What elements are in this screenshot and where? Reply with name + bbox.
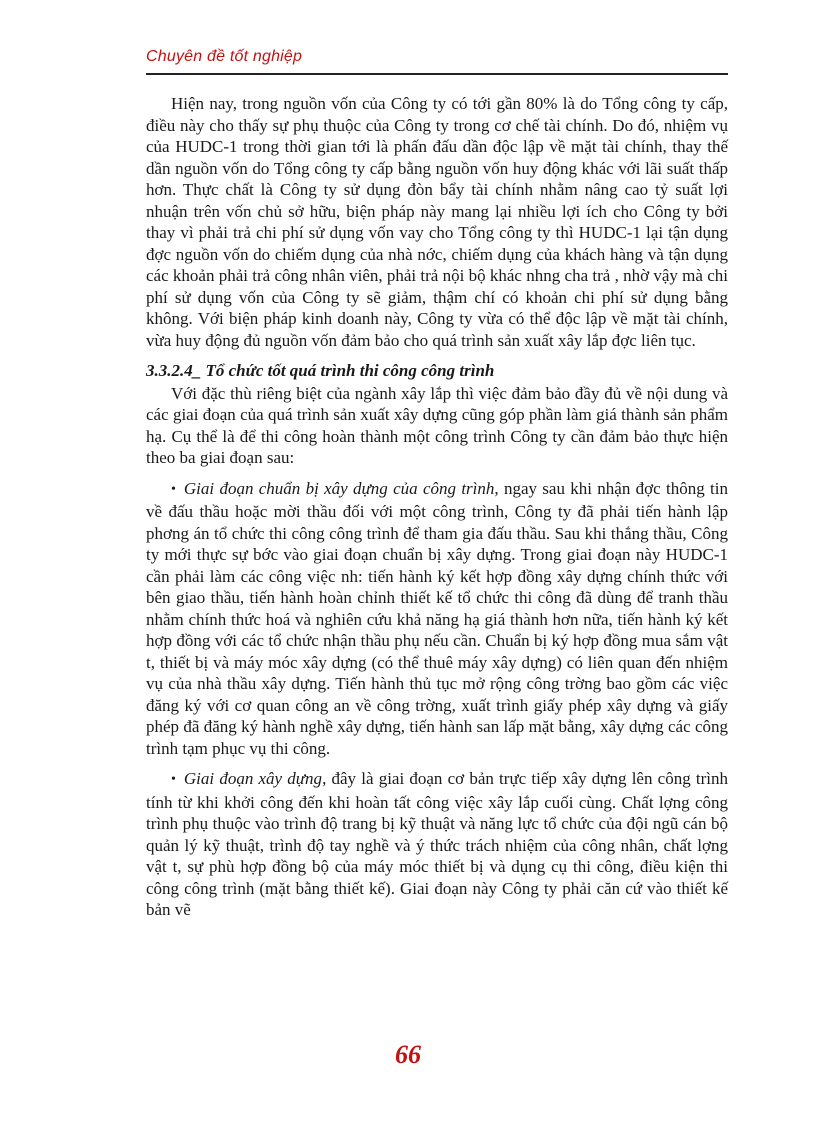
page-header-title: Chuyên đề tốt nghiệp [146, 48, 303, 65]
bullet-icon: • [171, 772, 176, 787]
paragraph-construction-intro: Với đặc thù riêng biệt của ngành xây lắp thì việc đảm bảo đầy đủ về nội dung và các giai đoạn của quá trình sản xuất xây dựng cũng góp phần làm giá thành sản phẩm hạ. Cụ thể là để thi công hoàn thành một công trình Công ty cần đảm bảo thực hiện theo ba giai đoạn sau: [146, 383, 728, 467]
bullet-text-preparation: , ngay sau khi nhận đợc thông tin về đấu thầu hoặc mời thầu đối với một công trình, Công ty đã phải tiến hành lập phơng án tổ chức thi công công trình để tham gia đấu thầu. Sau khi thắng thầu, Công ty mới thực sự bớc vào giai đoạn chuẩn bị xây dựng. Trong giai đoạn này HUDC-1 cần phải làm các công việc nh: tiến hành ký kết hợp đồng xây dựng chính thức với bên giao thầu, tiến hành hoàn chỉnh thiết kế tổ chức thi công đã dùng để tranh thầu nhằm chính thức hoá và nghiên cứu khả năng hạ giá thành hơn nữa, tiến hành ký kết hợp đồng với các tổ chức nhận thầu phụ nếu cần. Chuẩn bị ký hợp đồng mua sắm vật t, thiết bị và máy móc xây dựng (có thể thuê máy xây dựng) có liên quan đến nhiệm vụ của nhà thầu xây dựng. Tiến hành thủ tục mở rộng công trờng bao gồm các việc đăng ký với cơ quan công an về công trờng, xuất trình giấy phép xây dựng và giấy phép đã đăng ký hành nghề xây dựng, tiến hành san lấp mặt bằng, xây dựng các công trình tạm phục vụ thi công. [146, 478, 728, 758]
document-body [146, 93, 728, 921]
bullet-icon: • [171, 481, 176, 497]
page-number: 66 [395, 1040, 421, 1069]
header-rule [146, 73, 728, 75]
paragraph-financing: Hiện nay, trong nguồn vốn của Công ty có tới gần 80% là do Tổng công ty cấp, điều này cho thấy sự phụ thuộc của Công ty trong cơ chế tài chính. Do đó, nhiệm vụ của HUDC-1 trong thời gian tới là phấn đấu dần độc lập về mặt tài chính, thay thế dần nguồn vốn do Tổng công ty cấp bằng nguồn vốn huy động khác với lãi suất thấp hơn. Thực chất là Công ty sử dụng đòn bẩy tài chính nhằm nâng cao tỷ suất lợi nhuận trên vốn chủ sở hữu, biện pháp này mang lại nhiều lợi ích cho Công ty bởi thay vì phải trả chi phí sử dụng vốn vay cho Tổng công ty thì HUDC-1 lại tận dụng đợc nguồn vốn do chiếm dụng của nhà nớc, chiếm dụng của khách hàng và tận dụng các khoản phải trả công nhân viên, phải trả nội bộ khác nhng cha trả , nhờ vậy mà chi phí sử dụng vốn của Công ty sẽ giảm, thậm chí có khoản chi phí sử dụng bằng không. Với biện pháp kinh doanh này, Công ty vừa có thể độc lập về mặt tài chính, vừa huy động đủ nguồn vốn đảm bảo cho quá trình sản xuất xây lắp đợc liên tục. [146, 94, 728, 350]
section-heading: 3.3.2.4_ Tổ chức tốt quá trình thi công công trình [146, 361, 495, 380]
bullet-term-construction: Giai đoạn xây dựng [183, 769, 323, 788]
bullet-text-construction: , đây là giai đoạn cơ bản trực tiếp xây dựng lên công trình tính từ khi khởi công đến khi hoàn tất công việc xây lắp cuối cùng. Chất lợng công trình phụ thuộc vào trình độ trang bị kỹ thuật và năng lực tổ chức của đội ngũ cán bộ quản lý kỹ thuật, trình độ tay nghề và ý thức trách nhiệm của công nhân, chất lợng vật t, sự phù hợp đồng bộ của máy móc thiết bị và dụng cụ thi công, điều kiện thi công công trình (mặt bằng thiết kế). Giai đoạn này Công ty phải căn cứ vào thiết kế bản vẽ [146, 769, 728, 919]
bullet-term-preparation: Giai đoạn chuẩn bị xây dựng của công trình [183, 478, 495, 498]
bullet-item-construction [146, 768, 728, 921]
bullet-item-preparation [146, 478, 728, 760]
